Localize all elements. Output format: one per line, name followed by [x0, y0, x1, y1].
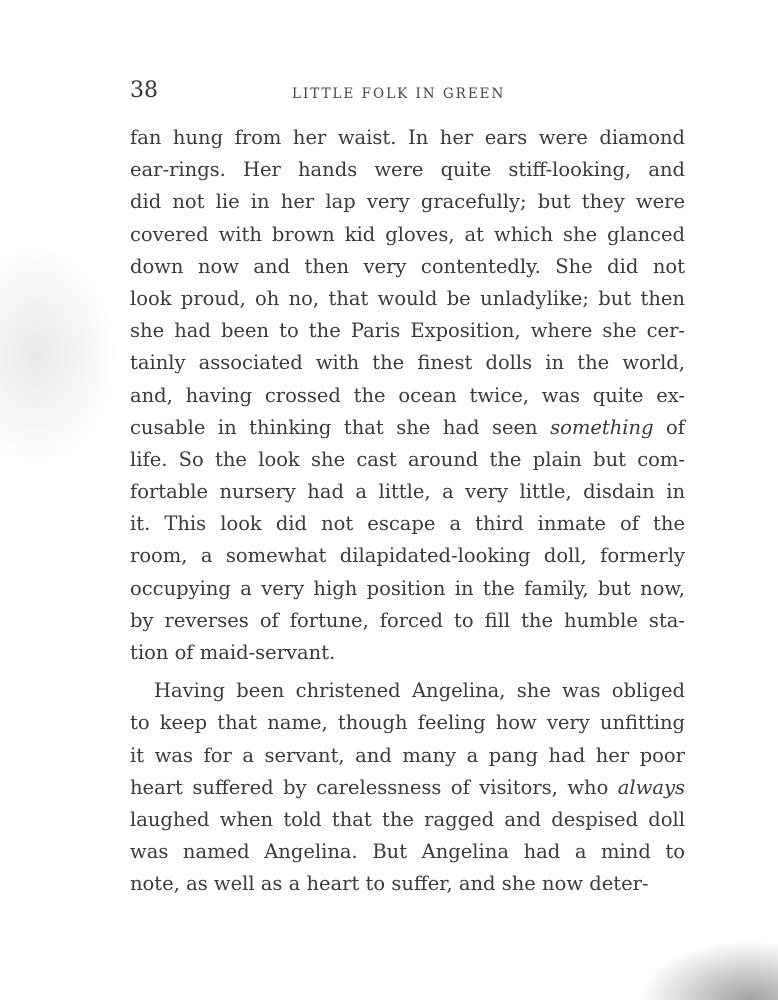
paragraph: [130, 675, 685, 900]
paper-stain: [0, 240, 120, 470]
text-line: [130, 444, 685, 476]
body-text: [130, 122, 685, 907]
text-line: [130, 476, 685, 508]
text-run: fortable nursery had a little, a very little, disdain in: [130, 480, 685, 504]
paper-stain-corner: [638, 940, 778, 1000]
text-run: laughed when told that the ragged and despised doll: [130, 807, 685, 831]
text-line: [130, 251, 685, 283]
text-line: [130, 186, 685, 218]
text-run: occupying a very high position in the family, but now,: [130, 576, 685, 600]
text-line: [130, 540, 685, 572]
text-run: tion of maid-servant.: [130, 641, 336, 664]
paragraph: [130, 122, 685, 669]
running-title: LITTLE FOLK IN GREEN: [292, 86, 506, 102]
text-run: of: [653, 415, 686, 439]
text-line: [130, 122, 685, 154]
text-run: cusable in thinking that she had seen: [130, 415, 551, 439]
text-run: Having been christened Angelina, she was obliged: [154, 679, 685, 703]
text-run: it was for a servant, and many a pang had her poor: [130, 743, 685, 767]
text-line: [130, 675, 685, 707]
text-line: [130, 772, 685, 804]
page-header: [130, 78, 685, 112]
text-run: down now and then very contentedly. She did not: [130, 254, 685, 278]
text-run: fan hung from her waist. In her ears were diamond: [130, 126, 685, 149]
text-line: [130, 283, 685, 315]
text-run: it. This look did not escape a third inmate of the: [130, 512, 685, 536]
text-run: tainly associated with the finest dolls in the world,: [130, 351, 685, 375]
text-line: [130, 804, 685, 836]
page-number: 38: [130, 78, 158, 103]
text-run: ear-rings. Her hands were quite stiff-looking, and: [130, 158, 685, 182]
text-line: [130, 707, 685, 739]
text-line: [130, 315, 685, 347]
text-run: to keep that name, though feeling how very unfitting: [130, 711, 685, 735]
text-run: heart suffered by carelessness of visitors, who: [130, 775, 618, 799]
text-line: [130, 740, 685, 772]
text-line: [130, 605, 685, 637]
text-run: room, a somewhat dilapidated-looking doll, formerly: [130, 544, 685, 568]
text-run: life. So the look she cast around the plain but com-: [130, 447, 685, 471]
text-line: [130, 219, 685, 251]
text-line: [130, 637, 685, 669]
italic-word: always: [617, 775, 685, 799]
text-line: [130, 508, 685, 540]
text-line: [130, 868, 685, 900]
text-line: [130, 347, 685, 379]
text-line: [130, 154, 685, 186]
text-line: [130, 573, 685, 605]
text-line: [130, 380, 685, 412]
text-line: [130, 836, 685, 868]
text-run: did not lie in her lap very gracefully; but they were: [130, 190, 685, 214]
text-run: note, as well as a heart to suffer, and she now deter-: [130, 872, 649, 896]
text-run: she had been to the Paris Exposition, where she cer-: [130, 319, 685, 343]
text-line: [130, 412, 685, 444]
text-run: covered with brown kid gloves, at which she glanced: [130, 222, 685, 246]
italic-word: something: [550, 415, 654, 439]
text-run: by reverses of fortune, forced to fill the humble sta-: [130, 608, 685, 632]
text-run: was named Angelina. But Angelina had a mind to: [130, 840, 685, 864]
text-run: and, having crossed the ocean twice, was quite ex-: [130, 383, 685, 407]
text-run: look proud, oh no, that would be unladylike; but then: [130, 286, 685, 310]
